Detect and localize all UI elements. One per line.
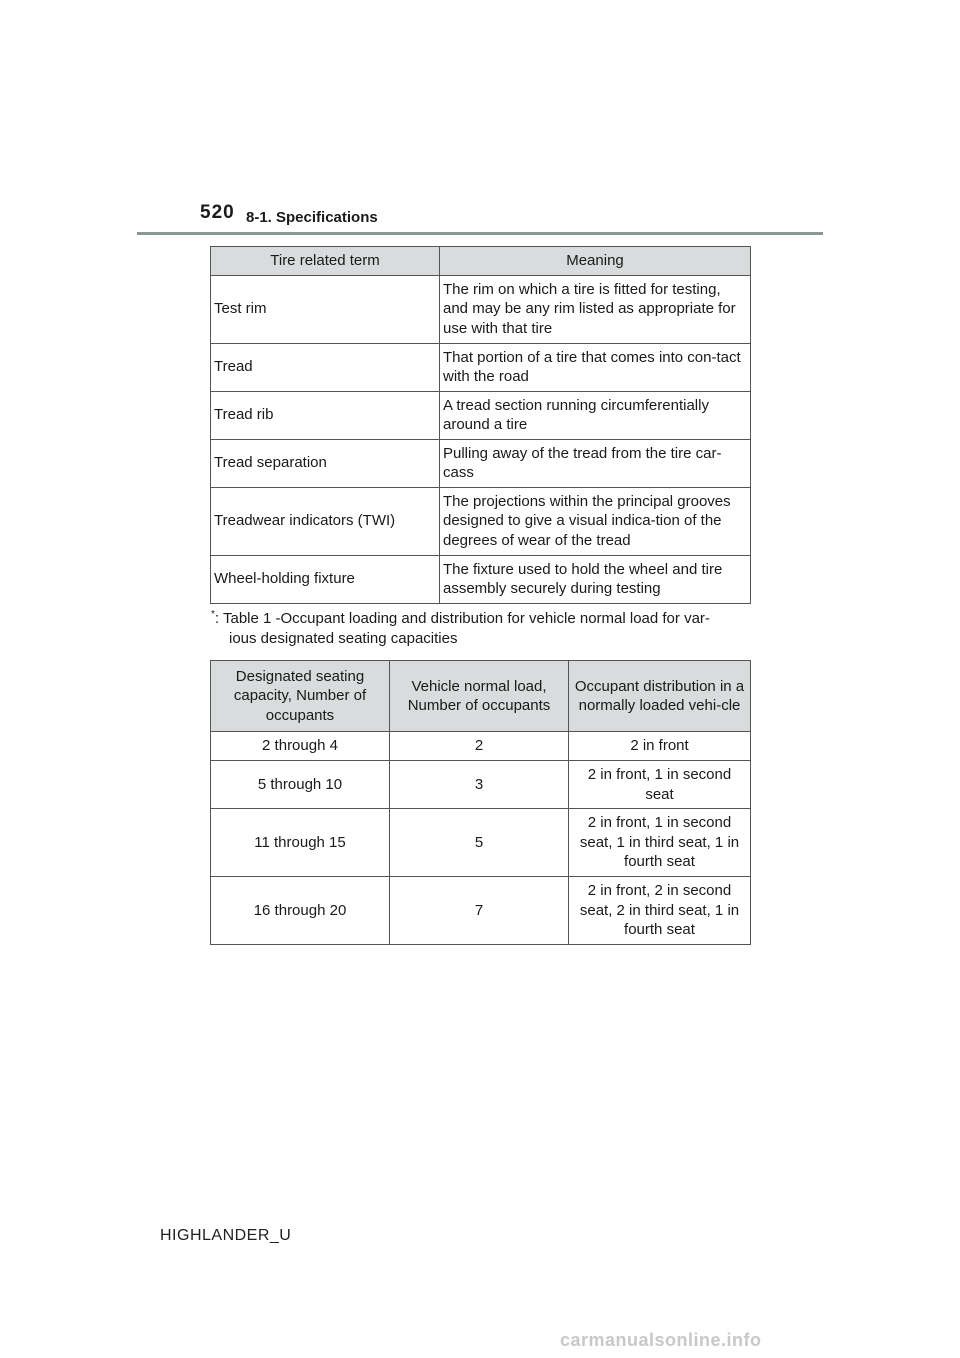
table-row [211, 440, 751, 488]
footnote-line-2: ious designated seating capacities [229, 629, 458, 647]
term-cell: Tread [211, 344, 440, 392]
load-cell: 3 [390, 761, 569, 809]
table-row [211, 809, 751, 877]
term-cell: Tread separation [211, 440, 440, 488]
load-cell: 5 [390, 809, 569, 877]
footnote-line-1: : Table 1 -Occupant loading and distribution for vehicle normal load for var- [214, 610, 710, 627]
column-header-term: Tire related term [211, 247, 440, 276]
table-row [211, 877, 751, 945]
meaning-cell: A tread section running circumferentially around a tire [440, 392, 751, 440]
page-number: 520 [200, 202, 235, 223]
header-divider [137, 232, 823, 235]
capacity-cell: 11 through 15 [211, 809, 390, 877]
column-header-meaning: Meaning [440, 247, 751, 276]
distribution-cell: 2 in front, 2 in second seat, 2 in third seat, 1 in fourth seat [569, 877, 751, 945]
table-row [211, 761, 751, 809]
capacity-cell: 16 through 20 [211, 877, 390, 945]
term-cell: Tread rib [211, 392, 440, 440]
occupant-load-table [210, 660, 751, 945]
table-row [211, 276, 751, 344]
distribution-cell: 2 in front [569, 732, 751, 761]
term-cell: Test rim [211, 276, 440, 344]
tire-terms-table [210, 246, 751, 604]
column-header-capacity: Designated seating capacity, Number of occupants [211, 661, 390, 732]
column-header-normal-load: Vehicle normal load, Number of occupants [390, 661, 569, 732]
meaning-cell: The rim on which a tire is fitted for testing, and may be any rim listed as appropriate for use with that tire [440, 276, 751, 344]
term-cell: Wheel-holding fixture [211, 556, 440, 604]
table-row [211, 392, 751, 440]
table-row [211, 556, 751, 604]
column-header-distribution: Occupant distribution in a normally loaded vehi-cle [569, 661, 751, 732]
watermark: carmanualsonline.info [560, 1330, 762, 1350]
capacity-cell: 5 through 10 [211, 761, 390, 809]
meaning-cell: The fixture used to hold the wheel and tire assembly securely during testing [440, 556, 751, 604]
meaning-cell: The projections within the principal grooves designed to give a visual indica-tion of the degrees of wear of the tread [440, 488, 751, 556]
table-header-row [211, 247, 751, 276]
distribution-cell: 2 in front, 1 in second seat, 1 in third seat, 1 in fourth seat [569, 809, 751, 877]
distribution-cell: 2 in front, 1 in second seat [569, 761, 751, 809]
capacity-cell: 2 through 4 [211, 732, 390, 761]
table-row [211, 732, 751, 761]
meaning-cell: Pulling away of the tread from the tire car-cass [440, 440, 751, 488]
term-cell: Treadwear indicators (TWI) [211, 488, 440, 556]
load-cell: 7 [390, 877, 569, 945]
load-cell: 2 [390, 732, 569, 761]
meaning-cell: That portion of a tire that comes into con-tact with the road [440, 344, 751, 392]
section-title: 8-1. Specifications [246, 209, 378, 226]
footnote [211, 609, 756, 648]
footnote-marker: * [211, 609, 215, 620]
table-row [211, 344, 751, 392]
table-header-row [211, 661, 751, 732]
table-row [211, 488, 751, 556]
model-footer: HIGHLANDER_U [160, 1227, 292, 1244]
